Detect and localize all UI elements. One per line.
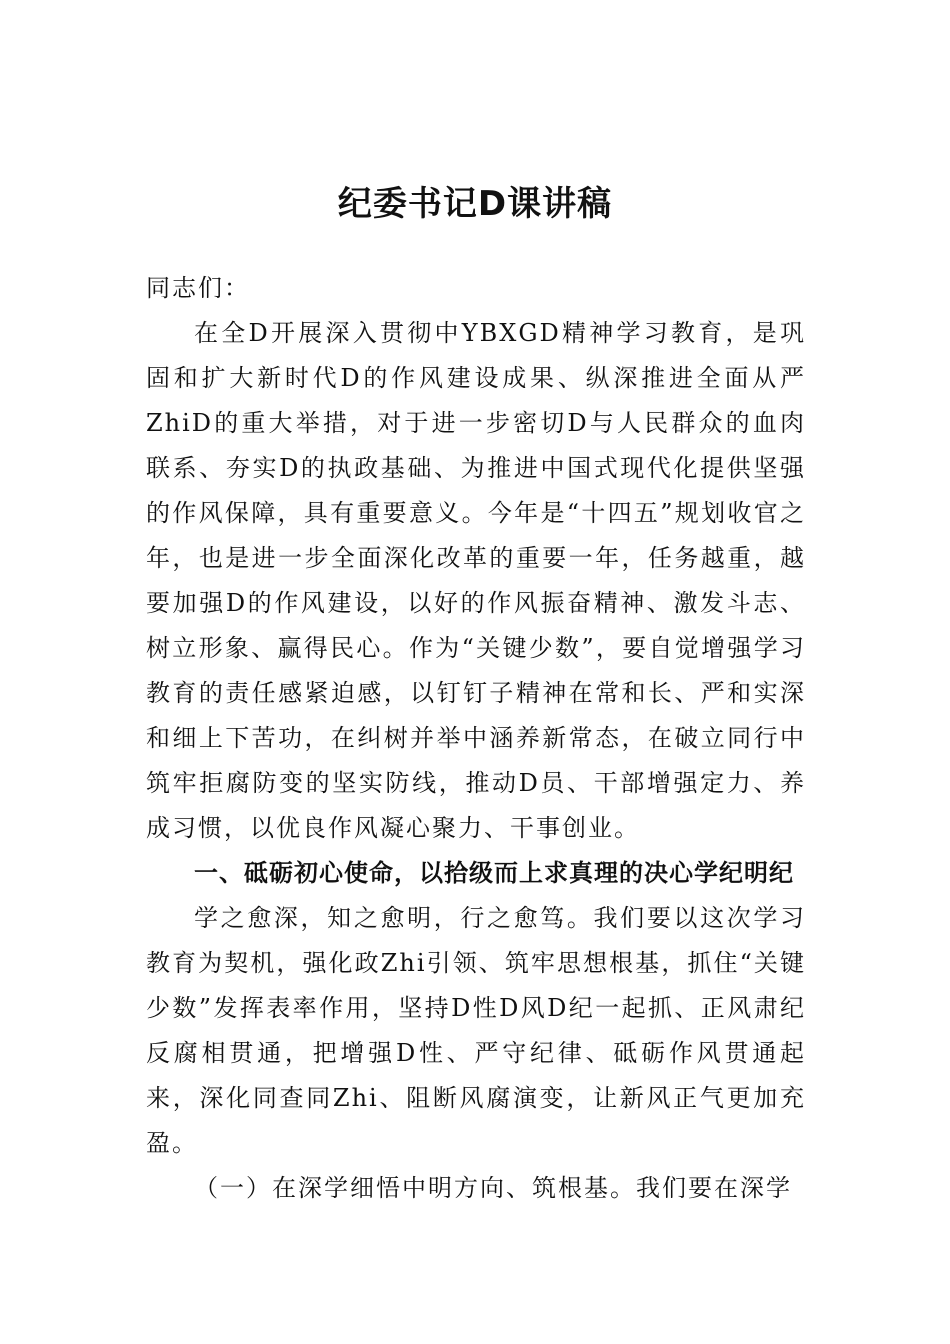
document-title: 纪委书记D课讲稿 [337, 184, 613, 224]
paragraph-section-1: 学之愈深，知之愈明，行之愈笃。我们要以这次学习教育为契机，强化政Zhi引领、筑牢思想根基，抓住“关键少数”发挥表率作用，坚持D性D风D纪一起抓、正风肃纪反腐相贯通，把增强D性、严守纪律、砥砺作风贯通起来，深化同查同Zhi、阻断风腐演变，让新风正气更加充盈。 [146, 904, 806, 1157]
paragraph-subsection-1: （一）在深学细悟中明方向、筑根基。我们要在深学 [194, 1174, 792, 1202]
section-heading-1: 一、砥砺初心使命，以拾级而上求真理的决心学纪明纪 [194, 859, 794, 887]
salutation: 同志们： [146, 274, 250, 302]
paragraph-intro: 在全D开展深入贯彻中YBXGD精神学习教育，是巩固和扩大新时代D的作风建设成果、纵深推进全面从严ZhiD的重大举措，对于进一步密切D与人民群众的血肉联系、夯实D的执政基础、为推进中国式现代化提供坚强的作风保障，具有重要意义。今年是“十四五”规划收官之年，也是进一步全面深化改革的重要一年，任务越重，越要加强D的作风建设，以好的作风振奋精神、激发斗志、树立形象、赢得民心。作为“关键少数”，要自觉增强学习教育的责任感紧迫感，以钉钉子精神在常和长、严和实深和细上下苦功，在纠树并举中涵养新常态，在破立同行中筑牢拒腐防变的坚实防线，推动D员、干部增强定力、养成习惯，以优良作风凝心聚力、干事创业。 [146, 319, 806, 842]
document-body [146, 266, 806, 1211]
